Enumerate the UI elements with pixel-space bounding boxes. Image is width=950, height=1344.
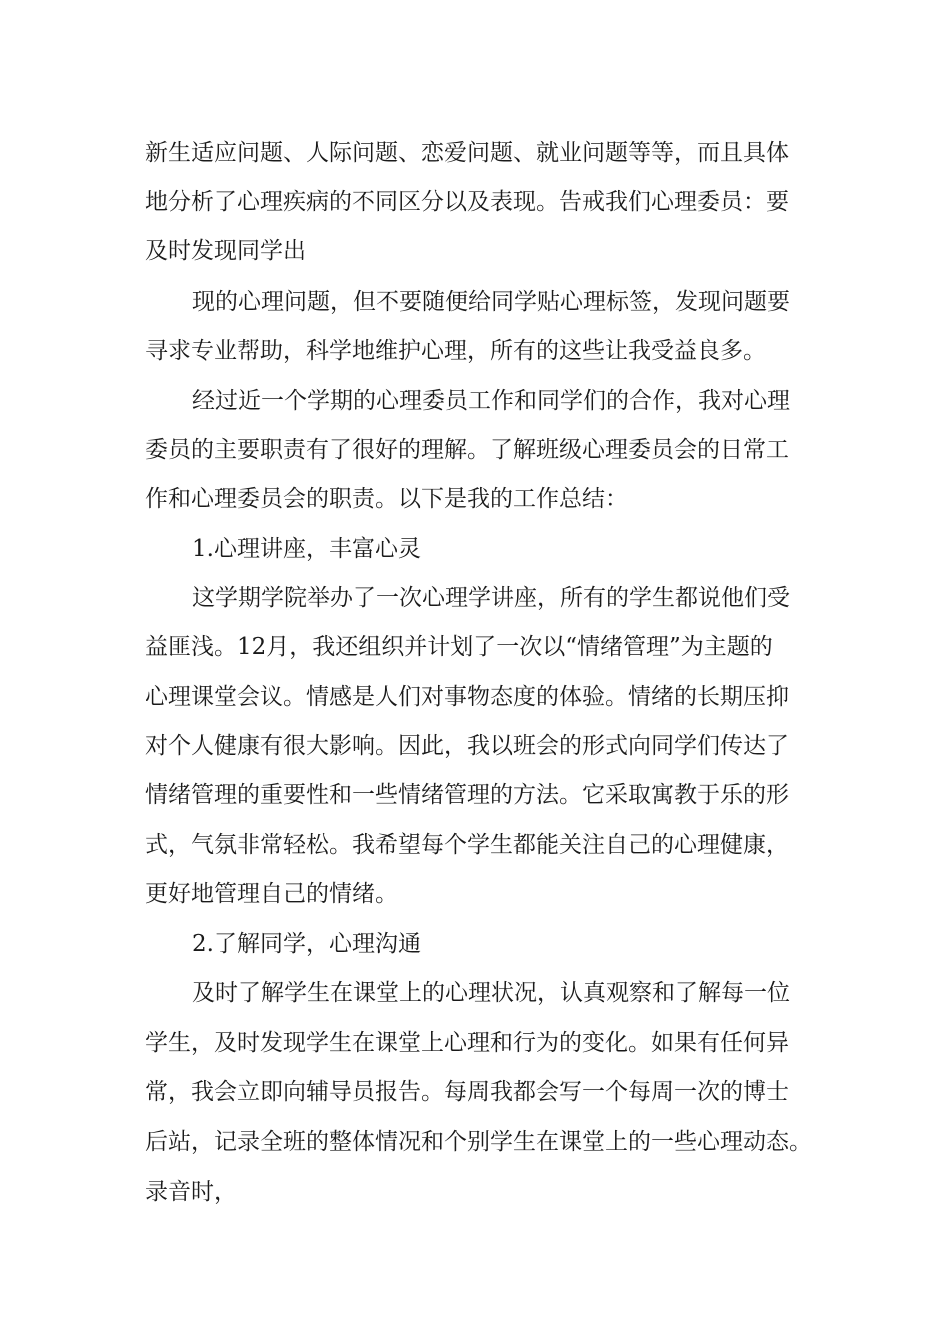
text-line: 学生，及时发现学生在课堂上心理和行为的变化。如果有任何异 xyxy=(145,1030,789,1056)
text-line: 及时了解学生在课堂上的心理状况，认真观察和了解每一位 xyxy=(192,980,790,1006)
text-line: 新生适应问题、人际问题、恋爱问题、就业问题等等，而且具体 xyxy=(145,140,789,166)
text-line: 这学期学院举办了一次心理学讲座，所有的学生都说他们受 xyxy=(192,585,790,611)
text-line: 现的心理问题，但不要随便给同学贴心理标签，发现问题要 xyxy=(192,289,790,315)
text-line: 情绪管理的重要性和一些情绪管理的方法。它采取寓教于乐的形 xyxy=(145,782,789,808)
text-line: 心理课堂会议。情感是人们对事物态度的体验。情绪的长期压抑 xyxy=(145,684,789,710)
text-line: 经过近一个学期的心理委员工作和同学们的合作，我对心理 xyxy=(192,388,790,414)
text-line: 常，我会立即向辅导员报告。每周我都会写一个每周一次的博士 xyxy=(145,1079,789,1105)
text-line: 对个人健康有很大影响。因此，我以班会的形式向同学们传达了 xyxy=(145,733,789,759)
text-line: 及时发现同学出 xyxy=(145,238,306,264)
text-line: 后站，记录全班的整体情况和个别学生在课堂上的一些心理动态。 xyxy=(145,1129,812,1155)
text-line: 式，气氛非常轻松。我希望每个学生都能关注自己的心理健康， xyxy=(145,832,789,858)
text-line: 更好地管理自己的情绪。 xyxy=(145,881,398,907)
text-line: 地分析了心理疾病的不同区分以及表现。告戒我们心理委员：要 xyxy=(145,189,789,215)
text-line: 录音时， xyxy=(145,1179,237,1205)
section-heading: 1.心理讲座，丰富心灵 xyxy=(192,536,421,562)
section-heading: 2.了解同学，心理沟通 xyxy=(192,931,421,957)
text-line: 寻求专业帮助，科学地维护心理，所有的这些让我受益良多。 xyxy=(145,338,766,364)
text-line: 益匪浅。12月，我还组织并计划了一次以“情绪管理”为主题的 xyxy=(145,634,773,660)
text-line: 委员的主要职责有了很好的理解。了解班级心理委员会的日常工 xyxy=(145,437,789,463)
text-line: 作和心理委员会的职责。以下是我的工作总结： xyxy=(145,486,628,512)
